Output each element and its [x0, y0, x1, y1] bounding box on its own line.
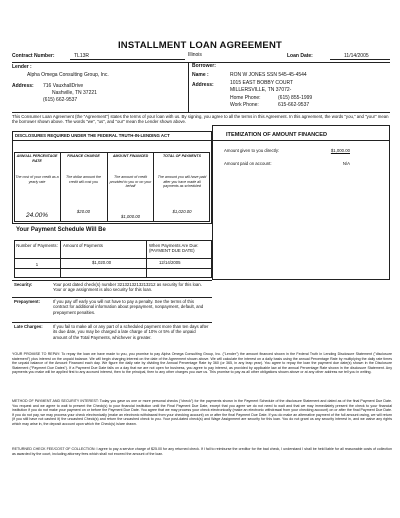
lender-address-line2: Nashville, TN 37221 [52, 90, 97, 96]
contract-number-label: Contract Number: [12, 53, 55, 59]
lender-phone: (615) 662-9537 [43, 97, 78, 103]
late-charges-text: If you fail to make all or any part of a scheduled payment more than ten days after its due date, you may be charged a late charge of 10% or 5% of the unpaid amount of the Total Payments, whichever is greater. [53, 324, 209, 340]
itemization-row2-value: N/A [342, 161, 350, 166]
total-payments-desc: The amount you will have paid after you have made all payments as scheduled [157, 175, 207, 188]
work-phone-label: Work Phone: [230, 102, 259, 108]
lender-name: Alpha Omega Consulting Group, Inc. [27, 72, 109, 78]
finance-charge-heading: FINANCE CHARGE [67, 154, 100, 158]
document-title: INSTALLMENT LOAN AGREEMENT [117, 40, 283, 51]
borrower-address-line2: MILLERSVILLE, TN 37072- [230, 87, 292, 93]
schedule-number-value: 1 [35, 262, 39, 267]
promise-to-repay-paragraph: YOUR PROMISE TO REPAY: To repay the loan we have made to you, you promise to pay Alpha Omega Consulting Group, Inc. ("Lender") the amount financed shown in the Federal Truth in Lending Disclosure Statement ("disclosure statement") plus interest on the unpaid balance. We will begin charging interest on the date of the Agreement shown above. We will calculate the interest on a daily basis using the annual Percentage Rate by multiplying the daily rate times the unpaid balance of the Amount Financed each day. We figure the daily rate by dividing the Annual Percentage Rate by 360 (or 365, in any leap year). You agree to repay the loan the payment due date(s) shown in the Disclosure Statement ("Payment Due Dates"). If a Payment Due Date falls on a day that we are not open for business, you agree to pay interest, as provided by applicable law at the annual Percentage Rate shown in the disclosure Statement. Any payments you make will be applied first to any accrued interest, then to the principal, then to any other charges you owe us. This promise to pay as all other obligations shown above or at any other address we tell you in writing. [12, 352, 392, 374]
itemization-heading: ITEMIZATION OF AMOUNT FINANCED [226, 132, 327, 138]
borrower-name-value: RON W JONES SSN 545-45-4544 [230, 72, 307, 78]
payment-schedule-heading: Your Payment Schedule Will Be [16, 227, 106, 233]
apr-heading: ANNUAL PERCENTAGE RATE [16, 154, 58, 163]
security-label: Security: [14, 282, 33, 287]
prepayment-label: Prepayment: [14, 299, 41, 304]
amount-financed-value: $1,000.00 [120, 214, 141, 219]
prepayment-text: If you pay off early you will not have to pay a penalty. See the terms of this contract for additional information about prepayment, nonpayment, default, and prepayment penalties. [53, 299, 204, 315]
borrower-address-label: Address: [192, 82, 214, 88]
intro-paragraph: This Consumer Loan Agreement (the "Agreement") states the terms of your loan with us. By signing, you agree to all the terms in this Agreement. In this agreement, the words "you," and "your" mean the borrower shown above. The words "we", "us", and "our" mean the Lender shown above. [12, 114, 389, 125]
total-payments-value: $1,020.00 [172, 209, 192, 214]
lender-label: Lender : [12, 64, 32, 70]
lender-address-line1: 716 VauxhallDrive [43, 83, 84, 89]
finance-charge-value: $20.00 [76, 209, 91, 214]
apr-desc: The cost of your credit as a yearly rate [15, 175, 59, 184]
schedule-amount-value: $1,020.00 [92, 260, 112, 265]
til-heading: DISCLOSURES REQUIRED UNDER THE FEDERAL TRUTH-IN-LENDING ACT [15, 133, 170, 138]
loan-date-value: 11/14/2005 [344, 53, 369, 59]
amount-financed-desc: The amount of credit provided to you or on your behalf [109, 175, 152, 188]
schedule-number-header: Number of Payments: [16, 243, 58, 248]
itemization-row1-value: $1,000.00 [330, 148, 350, 153]
finance-charge-desc: The dollar amount the credit will cost you [66, 175, 101, 184]
schedule-due-header: When Payments Are Due: (PAYMENT DUE DATE) [149, 243, 199, 254]
work-phone-value: 615-662-9537 [278, 102, 310, 108]
amount-financed-heading: AMOUNT FINANCED [112, 154, 149, 158]
contract-number-value: TL13R [74, 53, 90, 59]
borrower-address-line1: 1015 EAST BOBBY COURT [230, 80, 294, 86]
returned-check-paragraph: RETURNED CHECK FEE/COST OF COLLECTION: I agree to pay a service charge of $25.00 for any returned check. If I fail to reimburse the creditor for the bad check, I understand I shall be held liable for all reasonable costs of collection as awarded by the court, including attorney fees which shall not exceed the amount of the loan. [12, 447, 392, 456]
method-of-payment-paragraph: METHOD OF PAYMENT AND SECURITY INTEREST: Today you gave us one or more personal checks ("check") for the payments shown in the Payment Schedule of the disclosure Statement and dated as of the final Payment Due Date. You request and we agree to wait to present the Check(s) to your financial institution until the Final Payment Due Date, except that you agree we do not need to wait and that we may immediately present the check to your financial institution if you do not make your payment on or before the Payment Due Date. You agree that we may process your check electronically (make an electronic withdrawal from your checking account) on or after the final Payment Due Date. If you do not pay, we may process your check electronically (make an electronic withdrawal from your checking account) on or after the final Payment Due Date. If you do make an alternative payment of the full amount owing, we will return (if you still have not cashed it) the uncashed Check(s) and return the uncashed check to you. Your post-dated check(s) and Wage Assignment are security for this loan. You do not grant us any security interest in, and we waive any rights which may arise in, the deposit account upon which the Check(s) is/are drawn. [12, 399, 392, 426]
lender-address-label: Address: [12, 83, 34, 89]
borrower-name-label: Name : [192, 72, 209, 78]
schedule-due-value: 12/14/2005 [159, 260, 181, 265]
home-phone-value: (615) 855-1999 [278, 95, 313, 101]
loan-date-label: Loan Date: [287, 53, 313, 59]
total-payments-heading: TOTAL OF PAYMENTS [163, 154, 201, 158]
schedule-amount-header: Amount of Payments [63, 243, 103, 248]
apr-value: 24.00% [25, 212, 49, 219]
home-phone-label: Home Phone: [230, 95, 261, 101]
borrower-label: Borrower: [192, 63, 216, 69]
security-text: Your post dated check(s) number 3213213213213212 as security for this loan. Your or age assignment is also security for this loan. [53, 282, 202, 293]
itemization-row1-label: Amount given to you directly: [224, 148, 280, 153]
late-charges-label: Late Charges: [14, 324, 43, 329]
state-value: Illinois [188, 52, 202, 58]
itemization-row2-label: Amount paid on account: [224, 161, 272, 166]
